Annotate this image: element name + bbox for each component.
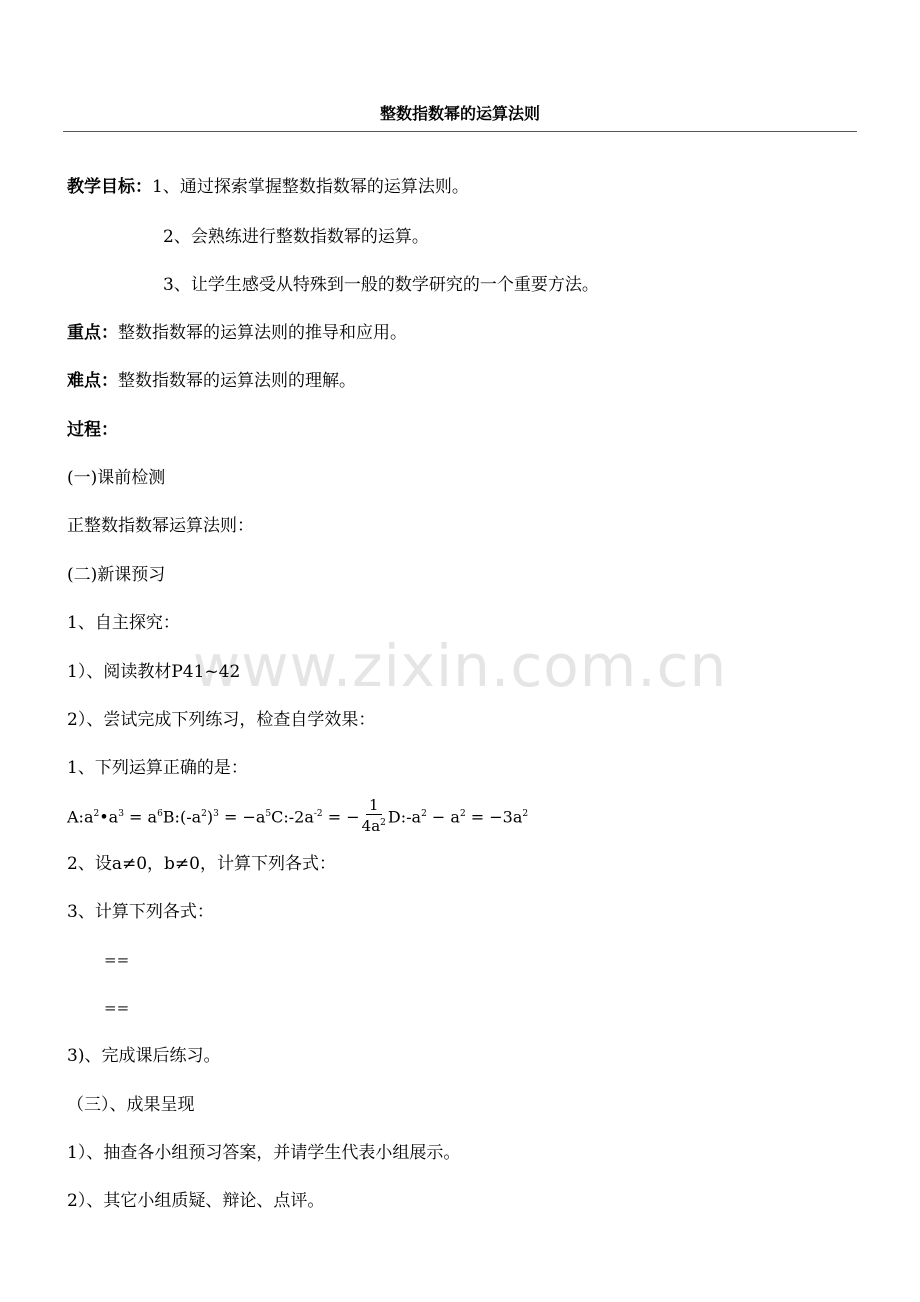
section-heading: （三）、成果呈现 [67,1095,195,1115]
question-text: 1、下列运算正确的是： [67,758,248,778]
text-line: 2）、其它小组质疑、辩论、点评。 [67,1191,325,1211]
equation-placeholder: == [104,999,130,1017]
section-heading: (一)课前检测 [67,468,166,488]
difficulty [67,369,356,393]
option-b: $B:(-a^2)^3 = -a^5$ [162,807,272,827]
text-line: 1）、抽查各小组预习答案，并请学生代表小组展示。 [67,1143,461,1163]
watermark: www.zixin.com.cn [192,632,728,700]
key-point-text: 整数指数幂的运算法则的推导和应用。 [118,323,407,343]
goal-item: 2、会熟练进行整数指数幂的运算。 [163,227,429,247]
section-heading: (二)新课预习 [67,565,166,585]
difficulty-text: 整数指数幂的运算法则的理解。 [118,371,356,391]
difficulty-label: 难点： [67,371,118,391]
question-text: 3、计算下列各式： [67,902,214,922]
header-divider [63,131,857,132]
text-line: 1、自主探究： [67,613,180,633]
text-line: 正整数指数幂运算法则： [67,516,254,536]
option-a: $A:a^2•a^3 = a^6$ [67,807,163,827]
goal-item: 3、让学生感受从特殊到一般的数学研究的一个重要方法。 [163,275,599,295]
process-label: 过程： [67,420,118,440]
text-line: 1）、阅读教材P41~42 [67,662,241,682]
fraction: $\frac{1}{4a^2}$ [361,795,386,835]
question-text: 2、设a≠0，b≠0，计算下列各式： [67,854,336,874]
key-point-label: 重点： [67,323,118,343]
teaching-goals [67,175,469,199]
page-title: 整数指数幂的运算法则 [379,104,540,123]
goals-label: 教学目标： [67,177,152,197]
goal-item: 1、通过探索掌握整数指数幂的运算法则。 [152,177,469,197]
answer-options [67,796,528,835]
option-c: $C:-2a^{-2}$ = − [271,807,360,827]
key-point [67,321,407,345]
equation-placeholder: == [104,951,130,969]
text-line: 3)、完成课后练习。 [67,1046,221,1066]
text-line: 2）、尝试完成下列练习，检查自学效果： [67,710,376,730]
option-d: $D:-a^2 - a^2 = -3a^2$ [387,807,529,827]
